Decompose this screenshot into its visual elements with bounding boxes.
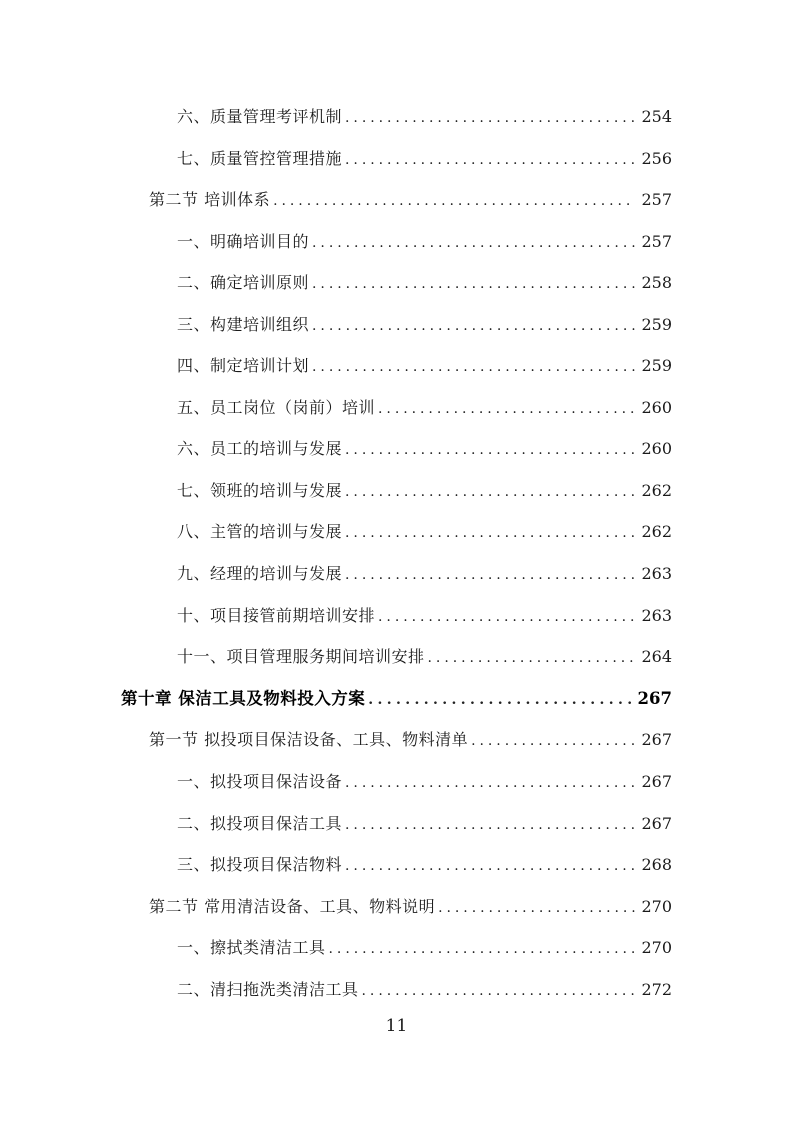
toc-entry[interactable]: [177, 230, 672, 254]
toc-dot-leader: [345, 521, 635, 545]
toc-entry-page: 259: [641, 356, 672, 375]
toc-entry-label: 九、经理的培训与发展: [177, 564, 343, 583]
toc-dot-leader: [378, 605, 635, 629]
toc-entry-label: 第一节 拟投项目保洁设备、工具、物料清单: [149, 730, 469, 749]
toc-entry-page: 263: [641, 564, 672, 583]
toc-entry-page: 262: [641, 522, 672, 541]
toc-dot-leader: [312, 314, 635, 338]
toc-entry[interactable]: [177, 396, 672, 420]
toc-dot-leader: [345, 438, 635, 462]
toc-entry-label: 四、制定培训计划: [177, 356, 310, 375]
toc-entry-label: 十一、项目管理服务期间培训安排: [177, 647, 425, 666]
toc-entry-label: 一、明确培训目的: [177, 232, 310, 251]
toc-entry[interactable]: [149, 188, 672, 212]
toc-dot-leader: [345, 813, 635, 837]
toc-entry-page: 257: [641, 190, 672, 209]
toc-dot-leader: [471, 729, 635, 753]
toc-entry-label: 六、质量管理考评机制: [177, 107, 343, 126]
toc-dot-leader: [329, 937, 636, 961]
toc-entry-page: 267: [641, 730, 672, 749]
toc-entry-page: 258: [641, 273, 672, 292]
toc-dot-leader: [345, 771, 635, 795]
toc-dot-leader: [362, 979, 636, 1003]
toc-entry-label: 二、拟投项目保洁工具: [177, 814, 343, 833]
toc-entry-label: 七、领班的培训与发展: [177, 481, 343, 500]
toc-entry-label: 二、确定培训原则: [177, 273, 310, 292]
toc-dot-leader: [378, 397, 635, 421]
toc-entry-page: 260: [641, 439, 672, 458]
toc-dot-leader: [438, 896, 635, 920]
toc-entry[interactable]: [149, 728, 672, 752]
toc-entry-page: 254: [641, 107, 672, 126]
toc-entry-page: 267: [641, 814, 672, 833]
toc-entry-page: 267: [637, 689, 672, 708]
toc-entry-page: 270: [641, 897, 672, 916]
toc-entry[interactable]: [177, 770, 672, 794]
toc-entry[interactable]: [177, 271, 672, 295]
toc-chapter-entry[interactable]: [121, 687, 672, 711]
toc-entry-page: 259: [641, 315, 672, 334]
toc-entry[interactable]: [177, 147, 672, 171]
toc-entry[interactable]: [177, 437, 672, 461]
toc-entry-page: 263: [641, 606, 672, 625]
toc-entry-label: 七、质量管控管理措施: [177, 149, 343, 168]
toc-entry-label: 第二节 培训体系: [149, 190, 271, 209]
toc-entry-page: 268: [641, 855, 672, 874]
toc-dot-leader: [312, 355, 635, 379]
toc-dot-leader: [345, 563, 635, 587]
toc-dot-leader: [345, 106, 635, 130]
toc-dot-leader: [428, 646, 636, 670]
toc-entry-page: 270: [641, 938, 672, 957]
toc-dot-leader: [312, 272, 635, 296]
toc-entry-label: 五、员工岗位（岗前）培训: [177, 398, 376, 417]
toc-entry-page: 260: [641, 398, 672, 417]
toc-entry[interactable]: [177, 479, 672, 503]
toc-entry-label: 八、主管的培训与发展: [177, 522, 343, 541]
toc-entry-page: 264: [641, 647, 672, 666]
toc-entry[interactable]: [149, 895, 672, 919]
toc-entry-page: 256: [641, 149, 672, 168]
page-number: 11: [385, 1016, 408, 1036]
toc-entry-label: 一、拟投项目保洁设备: [177, 772, 343, 791]
toc-entry[interactable]: [177, 812, 672, 836]
toc-dot-leader: [312, 231, 635, 255]
toc-entry-page: 262: [641, 481, 672, 500]
toc-entry-label: 十、项目接管前期培训安排: [177, 606, 376, 625]
toc-entry-label: 第二节 常用清洁设备、工具、物料说明: [149, 897, 436, 916]
toc-entry[interactable]: [177, 936, 672, 960]
toc-entry-label: 三、构建培训组织: [177, 315, 310, 334]
toc-dot-leader: [345, 148, 635, 172]
toc-entry-page: 272: [641, 980, 672, 999]
toc-dot-leader: [273, 189, 635, 213]
toc-dot-leader: [345, 480, 635, 504]
toc-entry[interactable]: [177, 853, 672, 877]
toc-entry-label: 第十章 保洁工具及物料投入方案: [121, 689, 366, 708]
toc-dot-leader: [368, 688, 631, 712]
toc-entry[interactable]: [177, 313, 672, 337]
toc-entry[interactable]: [177, 105, 672, 129]
toc-entry[interactable]: [177, 604, 672, 628]
toc-entry-page: 257: [641, 232, 672, 251]
toc-entry[interactable]: [177, 562, 672, 586]
toc-entry[interactable]: [177, 520, 672, 544]
toc-entry-label: 三、拟投项目保洁物料: [177, 855, 343, 874]
toc-entry[interactable]: [177, 645, 672, 669]
toc-dot-leader: [345, 854, 635, 878]
toc-entry-label: 六、员工的培训与发展: [177, 439, 343, 458]
toc-entry[interactable]: [177, 354, 672, 378]
toc-entry-label: 一、擦拭类清洁工具: [177, 938, 326, 957]
toc-entry-page: 267: [641, 772, 672, 791]
toc-entry-label: 二、清扫拖洗类清洁工具: [177, 980, 359, 999]
toc-entry[interactable]: [177, 978, 672, 1002]
